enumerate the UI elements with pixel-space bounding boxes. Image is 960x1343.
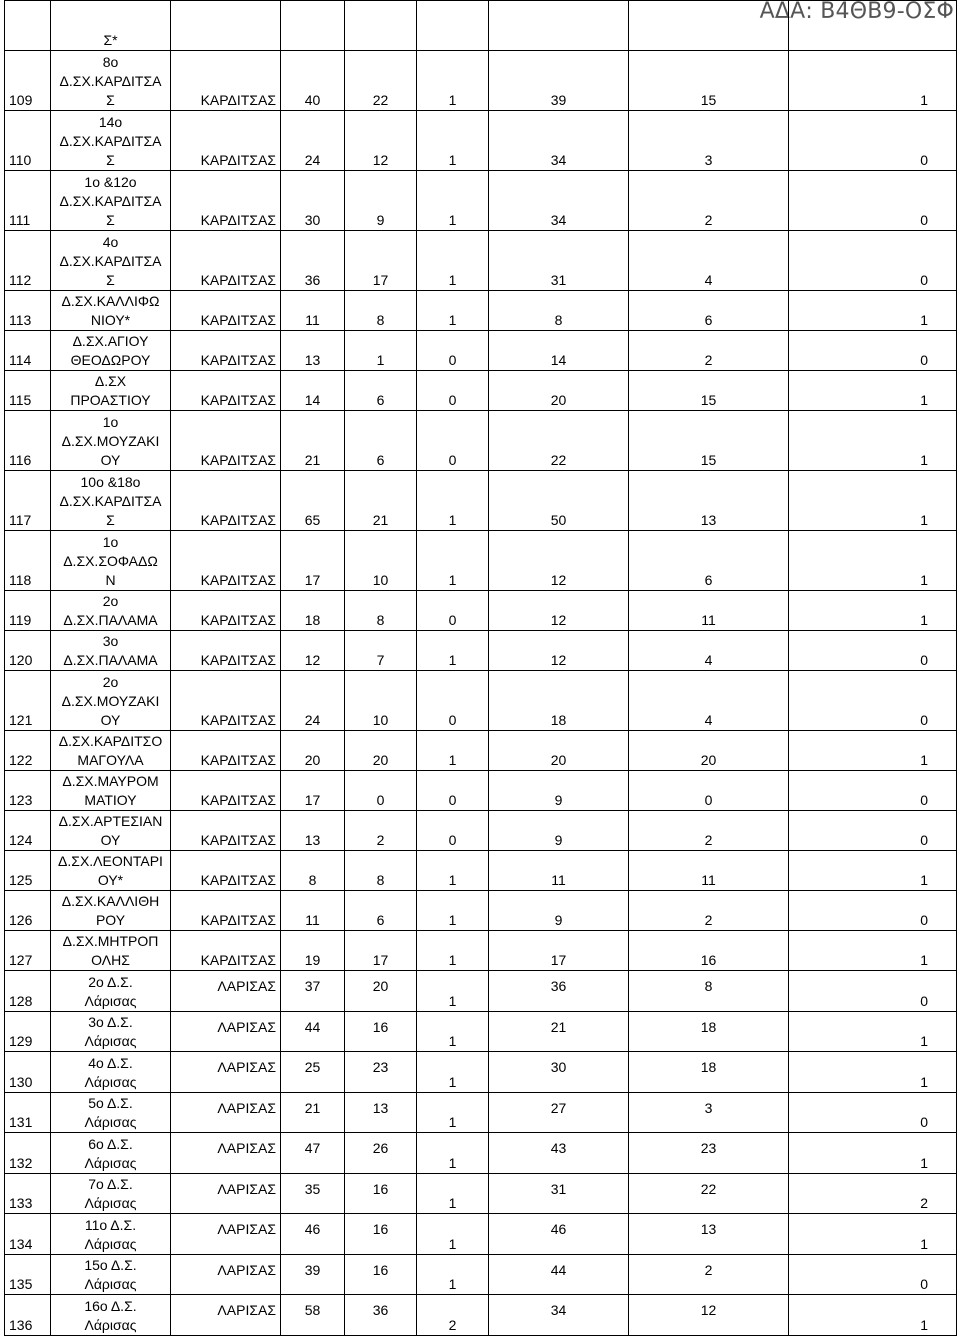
- value-cell: 34: [489, 1295, 629, 1336]
- area-name: ΚΑΡΔΙΤΣΑΣ: [171, 231, 281, 291]
- value-cell: 1: [789, 371, 957, 411]
- value-cell: 17: [281, 531, 345, 591]
- value-cell: 50: [489, 471, 629, 531]
- row-number: 109: [5, 51, 51, 111]
- area-name: ΚΑΡΔΙΤΣΑΣ: [171, 331, 281, 371]
- value-cell: 0: [789, 171, 957, 231]
- area-name: ΚΑΡΔΙΤΣΑΣ: [171, 471, 281, 531]
- table-row: [5, 171, 957, 231]
- value-cell: 10: [345, 671, 417, 731]
- value-cell: 35: [281, 1173, 345, 1214]
- row-number: 120: [5, 631, 51, 671]
- value-cell: 16: [629, 931, 789, 971]
- value-cell: 1: [417, 731, 489, 771]
- value-cell: 1: [417, 891, 489, 931]
- value-cell: 43: [489, 1133, 629, 1174]
- value-cell: 2: [629, 811, 789, 851]
- value-cell: 0: [789, 1092, 957, 1133]
- row-number: 131: [5, 1092, 51, 1133]
- area-name: ΚΑΡΔΙΤΣΑΣ: [171, 591, 281, 631]
- value-cell: 0: [789, 891, 957, 931]
- value-cell: 8: [345, 851, 417, 891]
- value-cell: 9: [345, 171, 417, 231]
- value-cell: 4: [629, 631, 789, 671]
- value-cell: 0: [629, 771, 789, 811]
- value-cell: 22: [489, 411, 629, 471]
- value-cell: 4: [629, 231, 789, 291]
- value-cell: 2: [629, 331, 789, 371]
- value-cell: 1: [417, 1173, 489, 1214]
- area-name: ΛΑΡΙΣΑΣ: [171, 1214, 281, 1255]
- table-row: [5, 671, 957, 731]
- value-cell: 13: [345, 1092, 417, 1133]
- value-cell: 34: [489, 111, 629, 171]
- value-cell: 11: [281, 891, 345, 931]
- row-number: 110: [5, 111, 51, 171]
- value-cell: 1: [789, 1214, 957, 1255]
- value-cell: 15: [629, 371, 789, 411]
- value-cell: 2: [345, 811, 417, 851]
- value-cell: 1: [789, 591, 957, 631]
- value-cell: 27: [489, 1092, 629, 1133]
- value-cell: 16: [345, 1254, 417, 1295]
- value-cell: 20: [489, 731, 629, 771]
- value-cell: 2: [417, 1295, 489, 1336]
- value-cell: 1: [417, 1092, 489, 1133]
- row-number: 111: [5, 171, 51, 231]
- school-name: 16ο Δ.Σ. Λάρισας: [51, 1295, 171, 1336]
- area-name: ΚΑΡΔΙΤΣΑΣ: [171, 531, 281, 591]
- value-cell: 13: [629, 471, 789, 531]
- value-cell: 12: [345, 111, 417, 171]
- school-name: 5ο Δ.Σ. Λάρισας: [51, 1092, 171, 1133]
- value-cell: 2: [629, 891, 789, 931]
- value-cell: 16: [345, 1173, 417, 1214]
- value-cell: 21: [345, 471, 417, 531]
- value-cell: 13: [281, 331, 345, 371]
- school-name: 7ο Δ.Σ. Λάρισας: [51, 1173, 171, 1214]
- value-cell: 58: [281, 1295, 345, 1336]
- value-cell: 6: [629, 531, 789, 591]
- area-name: ΚΑΡΔΙΤΣΑΣ: [171, 51, 281, 111]
- value-cell: 2: [789, 1173, 957, 1214]
- area-name: ΚΑΡΔΙΤΣΑΣ: [171, 811, 281, 851]
- school-name: 1ο Δ.ΣΧ.ΣΟΦΑΔΩ Ν: [51, 531, 171, 591]
- value-cell: 6: [345, 891, 417, 931]
- value-cell: 1: [417, 111, 489, 171]
- value-cell: 18: [629, 1011, 789, 1052]
- table-row: [5, 591, 957, 631]
- table-row: [5, 891, 957, 931]
- value-cell: 0: [417, 811, 489, 851]
- row-number: 117: [5, 471, 51, 531]
- table-row: [5, 731, 957, 771]
- row-number: 136: [5, 1295, 51, 1336]
- row-number: 125: [5, 851, 51, 891]
- value-cell: 12: [489, 531, 629, 591]
- value-cell: 1: [789, 931, 957, 971]
- value-cell: 36: [281, 231, 345, 291]
- school-name: 3ο Δ.ΣΧ.ΠΑΛΑΜΑ: [51, 631, 171, 671]
- value-cell: 1: [417, 231, 489, 291]
- row-number: 119: [5, 591, 51, 631]
- value-cell: 9: [489, 771, 629, 811]
- table-row: [5, 971, 957, 1012]
- value-cell: 39: [281, 1254, 345, 1295]
- value-cell: 26: [345, 1133, 417, 1174]
- table-row: [5, 291, 957, 331]
- value-cell: 1: [417, 171, 489, 231]
- value-cell: 1: [789, 51, 957, 111]
- value-cell: 16: [345, 1011, 417, 1052]
- value-cell: 0: [417, 331, 489, 371]
- school-name: 10ο &18ο Δ.ΣΧ.ΚΑΡΔΙΤΣΑ Σ: [51, 471, 171, 531]
- value-cell: 1: [417, 1052, 489, 1093]
- value-cell: 46: [281, 1214, 345, 1255]
- row-number: 112: [5, 231, 51, 291]
- school-name: Δ.ΣΧ.ΚΑΡΔΙΤΣΟ ΜΑΓΟΥΛΑ: [51, 731, 171, 771]
- value-cell: 9: [489, 811, 629, 851]
- school-name: 2ο Δ.ΣΧ.ΜΟΥΖΑΚΙ ΟΥ: [51, 671, 171, 731]
- table-row: [5, 1214, 957, 1255]
- value-cell: 0: [789, 331, 957, 371]
- value-cell: 20: [345, 731, 417, 771]
- value-cell: 22: [345, 51, 417, 111]
- value-cell: 4: [629, 671, 789, 731]
- row-number: 114: [5, 331, 51, 371]
- table-row: [5, 931, 957, 971]
- table-row: [5, 1254, 957, 1295]
- value-cell: 18: [629, 1052, 789, 1093]
- row-number: 135: [5, 1254, 51, 1295]
- value-cell: 22: [629, 1173, 789, 1214]
- school-name: Σ*: [51, 1, 171, 51]
- area-name: ΛΑΡΙΣΑΣ: [171, 1133, 281, 1174]
- table-row: [5, 1295, 957, 1336]
- value-cell: 37: [281, 971, 345, 1012]
- value-cell: 0: [417, 371, 489, 411]
- value-cell: 9: [489, 891, 629, 931]
- table-row: [5, 851, 957, 891]
- area-name: ΛΑΡΙΣΑΣ: [171, 1254, 281, 1295]
- value-cell: 31: [489, 1173, 629, 1214]
- value-cell: 18: [489, 671, 629, 731]
- area-name: ΛΑΡΙΣΑΣ: [171, 971, 281, 1012]
- school-name: Δ.ΣΧ.ΜΗΤΡΟΠ ΟΛΗΣ: [51, 931, 171, 971]
- value-cell: 11: [629, 591, 789, 631]
- table-row: [5, 811, 957, 851]
- value-cell: 1: [417, 291, 489, 331]
- value-cell: 1: [789, 1011, 957, 1052]
- value-cell: 36: [489, 971, 629, 1012]
- table-row: [5, 1133, 957, 1174]
- area-name: ΚΑΡΔΙΤΣΑΣ: [171, 291, 281, 331]
- table-row: [5, 1173, 957, 1214]
- row-number: 126: [5, 891, 51, 931]
- value-cell: 31: [489, 231, 629, 291]
- row-number: 130: [5, 1052, 51, 1093]
- value-cell: 23: [345, 1052, 417, 1093]
- area-name: ΚΑΡΔΙΤΣΑΣ: [171, 371, 281, 411]
- school-name: 1ο Δ.ΣΧ.ΜΟΥΖΑΚΙ ΟΥ: [51, 411, 171, 471]
- area-name: ΚΑΡΔΙΤΣΑΣ: [171, 731, 281, 771]
- value-cell: 20: [281, 731, 345, 771]
- value-cell: 21: [489, 1011, 629, 1052]
- value-cell: 12: [489, 631, 629, 671]
- value-cell: 8: [629, 971, 789, 1012]
- area-name: ΚΑΡΔΙΤΣΑΣ: [171, 851, 281, 891]
- row-number: 123: [5, 771, 51, 811]
- school-name: 3ο Δ.Σ. Λάρισας: [51, 1011, 171, 1052]
- school-name: 15ο Δ.Σ. Λάρισας: [51, 1254, 171, 1295]
- value-cell: 0: [789, 671, 957, 731]
- value-cell: 0: [789, 811, 957, 851]
- value-cell: 0: [417, 671, 489, 731]
- table-row: [5, 411, 957, 471]
- value-cell: 39: [489, 51, 629, 111]
- value-cell: 1: [417, 971, 489, 1012]
- value-cell: 16: [345, 1214, 417, 1255]
- row-number: 129: [5, 1011, 51, 1052]
- value-cell: 44: [489, 1254, 629, 1295]
- row-number: 134: [5, 1214, 51, 1255]
- ada-stamp: ΑΔΑ: Β4ΘΒ9-ΟΣΦ: [759, 0, 954, 24]
- value-cell: 10: [345, 531, 417, 591]
- value-cell: 21: [281, 1092, 345, 1133]
- value-cell: 0: [417, 591, 489, 631]
- value-cell: 0: [789, 111, 957, 171]
- area-name: ΛΑΡΙΣΑΣ: [171, 1295, 281, 1336]
- value-cell: 1: [789, 291, 957, 331]
- value-cell: 6: [345, 411, 417, 471]
- value-cell: 65: [281, 471, 345, 531]
- table-row: [5, 531, 957, 591]
- table-row: [5, 631, 957, 671]
- table-row: [5, 1011, 957, 1052]
- value-cell: 0: [789, 1254, 957, 1295]
- school-name: Δ.ΣΧ.ΚΑΛΛΙΘΗ ΡΟΥ: [51, 891, 171, 931]
- value-cell: 17: [345, 931, 417, 971]
- area-name: ΛΑΡΙΣΑΣ: [171, 1173, 281, 1214]
- value-cell: 20: [489, 371, 629, 411]
- table-row: [5, 771, 957, 811]
- value-cell: 1: [417, 531, 489, 591]
- table-row: [5, 111, 957, 171]
- value-cell: 8: [281, 851, 345, 891]
- value-cell: 36: [345, 1295, 417, 1336]
- value-cell: 1: [789, 1295, 957, 1336]
- school-name: Δ.ΣΧ.ΚΑΛΛΙΦΩ ΝΙΟΥ*: [51, 291, 171, 331]
- value-cell: 25: [281, 1052, 345, 1093]
- value-cell: 11: [489, 851, 629, 891]
- value-cell: 46: [489, 1214, 629, 1255]
- table-row: [5, 51, 957, 111]
- school-name: 1ο &12ο Δ.ΣΧ.ΚΑΡΔΙΤΣΑ Σ: [51, 171, 171, 231]
- value-cell: 0: [417, 771, 489, 811]
- value-cell: 12: [281, 631, 345, 671]
- value-cell: 1: [789, 1052, 957, 1093]
- value-cell: 13: [281, 811, 345, 851]
- value-cell: 1: [789, 411, 957, 471]
- table-row: [5, 1052, 957, 1093]
- row-number: 127: [5, 931, 51, 971]
- value-cell: 0: [789, 971, 957, 1012]
- area-name: ΚΑΡΔΙΤΣΑΣ: [171, 171, 281, 231]
- area-name: ΚΑΡΔΙΤΣΑΣ: [171, 771, 281, 811]
- value-cell: 6: [629, 291, 789, 331]
- value-cell: 1: [789, 851, 957, 891]
- table-row: [5, 371, 957, 411]
- value-cell: 2: [629, 1254, 789, 1295]
- value-cell: 8: [489, 291, 629, 331]
- value-cell: 15: [629, 51, 789, 111]
- row-number: 118: [5, 531, 51, 591]
- value-cell: 1: [417, 1011, 489, 1052]
- value-cell: 13: [629, 1214, 789, 1255]
- value-cell: 17: [489, 931, 629, 971]
- area-name: ΚΑΡΔΙΤΣΑΣ: [171, 671, 281, 731]
- value-cell: 44: [281, 1011, 345, 1052]
- value-cell: 0: [789, 631, 957, 671]
- row-number: 116: [5, 411, 51, 471]
- value-cell: 14: [281, 371, 345, 411]
- school-name: 8ο Δ.ΣΧ.ΚΑΡΔΙΤΣΑ Σ: [51, 51, 171, 111]
- row-number: 124: [5, 811, 51, 851]
- value-cell: 0: [417, 411, 489, 471]
- value-cell: 1: [417, 471, 489, 531]
- value-cell: 1: [789, 531, 957, 591]
- value-cell: 30: [281, 171, 345, 231]
- value-cell: 8: [345, 291, 417, 331]
- area-name: ΚΑΡΔΙΤΣΑΣ: [171, 631, 281, 671]
- table-row-fragment: [5, 1, 957, 51]
- area-name: ΚΑΡΔΙΤΣΑΣ: [171, 891, 281, 931]
- row-number: 122: [5, 731, 51, 771]
- school-name: Δ.ΣΧ.ΛΕΟΝΤΑΡΙ ΟΥ*: [51, 851, 171, 891]
- value-cell: 47: [281, 1133, 345, 1174]
- value-cell: 0: [789, 231, 957, 291]
- table-row: [5, 471, 957, 531]
- school-name: 2ο Δ.ΣΧ.ΠΑΛΑΜΑ: [51, 591, 171, 631]
- value-cell: 34: [489, 171, 629, 231]
- value-cell: 14: [489, 331, 629, 371]
- value-cell: 3: [629, 1092, 789, 1133]
- row-number: 113: [5, 291, 51, 331]
- value-cell: 21: [281, 411, 345, 471]
- area-name: ΛΑΡΙΣΑΣ: [171, 1052, 281, 1093]
- schools-table: [4, 0, 957, 1336]
- value-cell: 19: [281, 931, 345, 971]
- value-cell: 12: [629, 1295, 789, 1336]
- school-name: Δ.ΣΧ ΠΡΟΑΣΤΙΟΥ: [51, 371, 171, 411]
- area-name: ΚΑΡΔΙΤΣΑΣ: [171, 411, 281, 471]
- row-number: 128: [5, 971, 51, 1012]
- school-name: 14ο Δ.ΣΧ.ΚΑΡΔΙΤΣΑ Σ: [51, 111, 171, 171]
- value-cell: 1: [789, 471, 957, 531]
- value-cell: 1: [417, 631, 489, 671]
- value-cell: 24: [281, 671, 345, 731]
- school-name: 4ο Δ.ΣΧ.ΚΑΡΔΙΤΣΑ Σ: [51, 231, 171, 291]
- value-cell: 0: [345, 771, 417, 811]
- value-cell: 1: [789, 731, 957, 771]
- value-cell: 17: [281, 771, 345, 811]
- value-cell: 1: [789, 1133, 957, 1174]
- value-cell: 17: [345, 231, 417, 291]
- table-row: [5, 331, 957, 371]
- value-cell: 7: [345, 631, 417, 671]
- value-cell: 6: [345, 371, 417, 411]
- value-cell: 12: [489, 591, 629, 631]
- row-number: 133: [5, 1173, 51, 1214]
- value-cell: 40: [281, 51, 345, 111]
- value-cell: 23: [629, 1133, 789, 1174]
- value-cell: 1: [417, 51, 489, 111]
- value-cell: 1: [417, 1214, 489, 1255]
- school-name: 2ο Δ.Σ. Λάρισας: [51, 971, 171, 1012]
- school-name: 11ο Δ.Σ. Λάρισας: [51, 1214, 171, 1255]
- row-number: 121: [5, 671, 51, 731]
- area-name: ΚΑΡΔΙΤΣΑΣ: [171, 111, 281, 171]
- value-cell: 20: [629, 731, 789, 771]
- value-cell: 11: [629, 851, 789, 891]
- value-cell: 24: [281, 111, 345, 171]
- value-cell: 3: [629, 111, 789, 171]
- school-name: Δ.ΣΧ.ΜΑΥΡΟΜ ΜΑΤΙΟΥ: [51, 771, 171, 811]
- school-name: 4ο Δ.Σ. Λάρισας: [51, 1052, 171, 1093]
- area-name: ΚΑΡΔΙΤΣΑΣ: [171, 931, 281, 971]
- value-cell: 1: [417, 931, 489, 971]
- value-cell: 2: [629, 171, 789, 231]
- value-cell: 30: [489, 1052, 629, 1093]
- value-cell: 1: [345, 331, 417, 371]
- school-name: Δ.ΣΧ.ΑΡΤΕΣΙΑΝ ΟΥ: [51, 811, 171, 851]
- area-name: ΛΑΡΙΣΑΣ: [171, 1011, 281, 1052]
- value-cell: 1: [417, 1133, 489, 1174]
- value-cell: 0: [789, 771, 957, 811]
- table-row: [5, 1092, 957, 1133]
- value-cell: 8: [345, 591, 417, 631]
- table-row: [5, 231, 957, 291]
- school-name: Δ.ΣΧ.ΑΓΙΟΥ ΘΕΟΔΩΡΟΥ: [51, 331, 171, 371]
- value-cell: 1: [417, 1254, 489, 1295]
- area-name: ΛΑΡΙΣΑΣ: [171, 1092, 281, 1133]
- value-cell: 20: [345, 971, 417, 1012]
- value-cell: 18: [281, 591, 345, 631]
- value-cell: 1: [417, 851, 489, 891]
- value-cell: 11: [281, 291, 345, 331]
- row-number: 132: [5, 1133, 51, 1174]
- value-cell: 15: [629, 411, 789, 471]
- school-name: 6ο Δ.Σ. Λάρισας: [51, 1133, 171, 1174]
- row-number: 115: [5, 371, 51, 411]
